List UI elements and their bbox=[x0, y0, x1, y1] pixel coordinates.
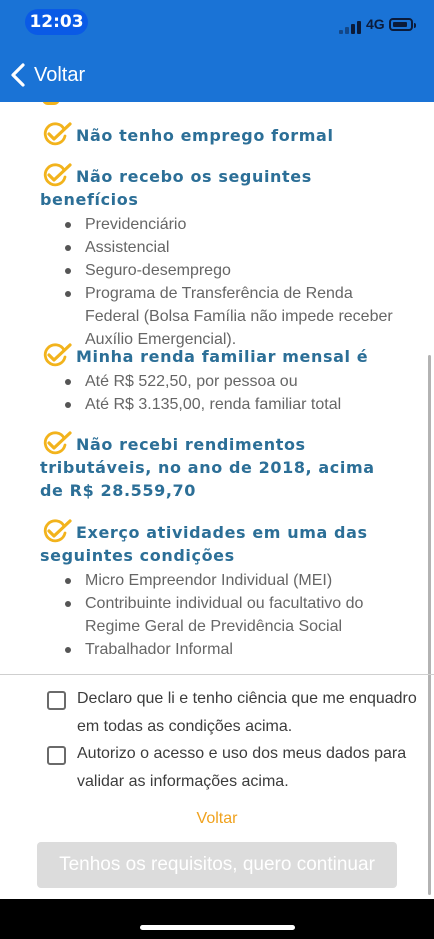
requirement-title: Não recebi rendimentos tributáveis, no ano de 2018, acima de R$ 28.559,70 bbox=[40, 435, 375, 500]
list-item: Contribuinte individual ou facultativo do Regime Geral de Previdência Social bbox=[40, 592, 400, 638]
back-button-label: Voltar bbox=[34, 63, 86, 86]
requirement-item bbox=[40, 343, 400, 416]
list-item: Previdenciário bbox=[40, 213, 400, 236]
declaration-label[interactable]: Declaro que li e tenho ciência que me enquadro em todas as condições acima. bbox=[77, 690, 417, 735]
authorization-checkbox[interactable] bbox=[47, 746, 66, 765]
back-button[interactable] bbox=[8, 62, 85, 88]
list-item: Até R$ 522,50, por pessoa ou bbox=[40, 370, 400, 393]
declaration-row[interactable] bbox=[47, 688, 432, 741]
list-item: Assistencial bbox=[40, 236, 400, 259]
check-circle-icon bbox=[42, 102, 60, 105]
requirement-item bbox=[40, 122, 400, 147]
requirement-title: Minha renda familiar mensal é bbox=[76, 347, 369, 366]
voltar-link[interactable]: Voltar bbox=[196, 810, 238, 827]
check-circle-icon bbox=[40, 122, 72, 146]
network-type: 4G bbox=[366, 16, 385, 32]
signal-icon bbox=[339, 20, 363, 34]
requirement-title: Exerço atividades em uma das seguintes condições bbox=[40, 523, 368, 565]
requirement-title: Não recebo os seguintes benefícios bbox=[40, 167, 312, 209]
activities-list bbox=[40, 569, 400, 661]
divider bbox=[0, 674, 434, 675]
nav-bar bbox=[0, 48, 434, 102]
list-item: Programa de Transferência de Renda Federal (Bolsa Família não impede receber Auxílio Emergencial). bbox=[40, 282, 400, 351]
requirement-item bbox=[40, 431, 400, 502]
list-item: Até R$ 3.135,00, renda familiar total bbox=[40, 393, 400, 416]
list-item: Seguro-desemprego bbox=[40, 259, 400, 282]
declaration-checkbox[interactable] bbox=[47, 691, 66, 710]
check-circle-icon bbox=[40, 519, 72, 543]
requirement-item bbox=[40, 519, 400, 661]
list-item: Trabalhador Informal bbox=[40, 638, 400, 661]
status-bar bbox=[0, 0, 434, 48]
check-circle-icon bbox=[40, 431, 72, 455]
home-bar bbox=[0, 899, 434, 939]
income-list bbox=[40, 370, 400, 416]
home-indicator[interactable] bbox=[140, 925, 295, 930]
continue-button[interactable]: Tenhos os requisitos, quero continuar bbox=[37, 842, 397, 888]
benefits-list bbox=[40, 213, 400, 351]
requirement-item bbox=[40, 163, 400, 351]
requirement-title: Não tenho emprego formal bbox=[76, 126, 334, 145]
chevron-left-icon bbox=[8, 62, 32, 88]
authorization-row[interactable] bbox=[47, 743, 432, 796]
check-circle-icon bbox=[40, 343, 72, 367]
battery-icon bbox=[389, 18, 413, 31]
authorization-label[interactable]: Autorizo o acesso e uso dos meus dados para validar as informações acima. bbox=[77, 745, 407, 790]
list-item: Micro Empreendor Individual (MEI) bbox=[40, 569, 400, 592]
status-time: 12:03 bbox=[25, 9, 88, 35]
check-circle-icon bbox=[40, 163, 72, 187]
